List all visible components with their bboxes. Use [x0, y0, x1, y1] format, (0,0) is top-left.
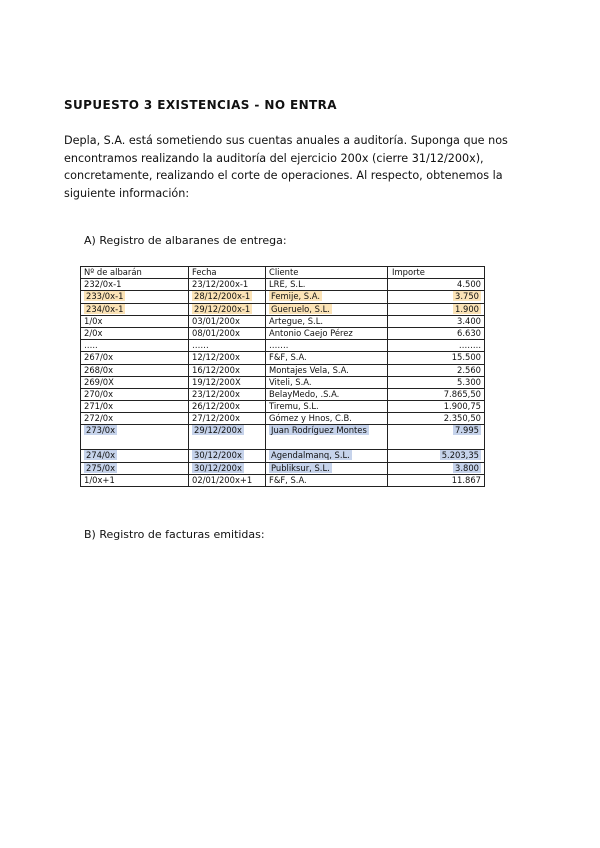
cell-albaran: [81, 327, 189, 339]
cell-fecha-text: 30/12/200x: [194, 450, 242, 461]
cell-albaran: [81, 279, 189, 291]
cell-fecha: [189, 474, 266, 486]
cell-importe: [388, 340, 485, 352]
cell-cliente: [266, 425, 388, 450]
cell-albaran-text: 267/0x: [84, 352, 114, 363]
cell-albaran: [81, 388, 189, 400]
cell-cliente-text: Gueruelo, S.L.: [271, 303, 330, 314]
cell-importe-text: 5.300: [457, 376, 481, 387]
table-row: [81, 388, 485, 400]
cell-cliente: [266, 462, 388, 474]
cell-albaran: [81, 291, 189, 303]
cell-cliente: [266, 413, 388, 425]
cell-cliente: [266, 352, 388, 364]
cell-fecha: [189, 315, 266, 327]
table-row: [81, 279, 485, 291]
cell-fecha: [189, 462, 266, 474]
cell-importe: [388, 327, 485, 339]
cell-fecha: [189, 291, 266, 303]
cell-albaran-text: 1/0x+1: [84, 474, 115, 485]
cell-importe-text: 5.203,35: [441, 450, 479, 461]
cell-albaran: [81, 340, 189, 352]
cell-albaran: [81, 425, 189, 450]
cell-importe-text: ……..: [458, 340, 481, 351]
cell-fecha-text: 27/12/200x: [192, 413, 240, 424]
cell-importe-text: 2.560: [457, 364, 481, 375]
section-a-heading: A) Registro de albaranes de entrega:: [84, 234, 287, 247]
cell-fecha: [189, 401, 266, 413]
cell-cliente: [266, 315, 388, 327]
table-row: [81, 376, 485, 388]
table-row: [81, 364, 485, 376]
table-row: [81, 315, 485, 327]
page-title: SUPUESTO 3 EXISTENCIAS - NO ENTRA: [64, 98, 337, 112]
cell-fecha: [189, 376, 266, 388]
cell-albaran-text: …..: [84, 340, 98, 351]
cell-importe-text: 7.995: [455, 425, 479, 436]
cell-cliente-text: F&F, S.A.: [269, 352, 307, 363]
cell-fecha-text: 12/12/200x: [192, 352, 240, 363]
cell-albaran-text: 273/0x: [86, 425, 116, 436]
cell-fecha-text: 23/12/200x-1: [192, 279, 249, 290]
cell-importe: [388, 279, 485, 291]
cell-cliente: [266, 279, 388, 291]
table-row: [81, 401, 485, 413]
cell-fecha: [189, 352, 266, 364]
cell-importe: [388, 376, 485, 388]
cell-fecha-text: 28/12/200x-1: [194, 291, 251, 302]
cell-fecha-text: 16/12/200x: [192, 364, 240, 375]
cell-albaran: [81, 413, 189, 425]
cell-fecha-text: 29/12/200x: [194, 425, 242, 436]
cell-importe: [388, 388, 485, 400]
cell-importe-text: 3.800: [455, 462, 479, 473]
cell-fecha-text: 26/12/200x: [192, 401, 240, 412]
cell-albaran: [81, 315, 189, 327]
cell-fecha: [189, 327, 266, 339]
cell-albaran: [81, 303, 189, 315]
table-row: [81, 413, 485, 425]
cell-albaran: [81, 462, 189, 474]
cell-cliente: [266, 388, 388, 400]
cell-cliente-text: Montajes Vela, S.A.: [269, 364, 349, 375]
cell-importe-text: 3.400: [457, 315, 481, 326]
cell-albaran: [81, 450, 189, 462]
delivery-notes-table: [80, 266, 485, 487]
cell-cliente: [266, 291, 388, 303]
cell-albaran-text: 234/0x-1: [86, 303, 124, 314]
cell-importe: [388, 413, 485, 425]
cell-fecha-text: 02/01/200x+1: [192, 474, 253, 485]
cell-cliente-text: Artegue, S.L.: [269, 315, 324, 326]
cell-cliente: [266, 364, 388, 376]
cell-albaran-text: 275/0x: [86, 462, 116, 473]
cell-importe-text: 11.867: [451, 474, 481, 485]
table-row: [81, 340, 485, 352]
cell-cliente: [266, 327, 388, 339]
cell-cliente: [266, 376, 388, 388]
table-row: [81, 425, 485, 450]
cell-fecha-text: 29/12/200x-1: [194, 303, 251, 314]
cell-fecha-text: 03/01/200x: [192, 315, 240, 326]
section-b-heading: B) Registro de facturas emitidas:: [84, 528, 265, 541]
header-cliente: Cliente: [266, 267, 388, 279]
cell-importe: [388, 315, 485, 327]
cell-albaran-text: 2/0x: [84, 327, 103, 338]
cell-importe: [388, 291, 485, 303]
intro-paragraph: Depla, S.A. está sometiendo sus cuentas anuales a auditoría. Suponga que nos encontramos realizando la auditoría del ejercicio 200x (cierre 31/12/200x), concretamente, realizando el corte de operaciones. Al respecto, obtenemos la siguiente información:: [64, 134, 508, 200]
cell-cliente-text: Gómez y Hnos, C.B.: [269, 413, 352, 424]
cell-importe-text: 1.900,75: [443, 401, 481, 412]
cell-importe-text: 4.500: [457, 279, 481, 290]
cell-cliente-text: Antonio Caejo Pérez: [269, 327, 353, 338]
cell-cliente: [266, 401, 388, 413]
cell-cliente: [266, 450, 388, 462]
cell-fecha-text: 30/12/200x: [194, 462, 242, 473]
cell-fecha: [189, 388, 266, 400]
cell-fecha: [189, 425, 266, 450]
cell-importe: [388, 425, 485, 450]
cell-cliente-text: Agendalmanq, S.L.: [271, 450, 350, 461]
cell-fecha-text: 08/01/200x: [192, 327, 240, 338]
cell-albaran-text: 271/0x: [84, 401, 114, 412]
cell-importe: [388, 352, 485, 364]
table-row: [81, 303, 485, 315]
cell-fecha-text: ……: [192, 340, 209, 351]
cell-cliente-text: LRE, S.L.: [269, 279, 306, 290]
header-albaran: Nº de albarán: [81, 267, 189, 279]
cell-cliente-text: Juan Rodríguez Montes: [271, 425, 367, 436]
cell-importe-text: 6.630: [457, 327, 481, 338]
cell-fecha-text: 23/12/200x: [192, 388, 240, 399]
cell-importe: [388, 364, 485, 376]
cell-albaran: [81, 401, 189, 413]
cell-albaran-text: 1/0x: [84, 315, 103, 326]
cell-importe: [388, 303, 485, 315]
cell-cliente: [266, 474, 388, 486]
cell-albaran-text: 274/0x: [86, 450, 116, 461]
cell-albaran-text: 270/0x: [84, 388, 114, 399]
cell-importe: [388, 450, 485, 462]
cell-importe: [388, 462, 485, 474]
cell-albaran-text: 268/0x: [84, 364, 114, 375]
cell-fecha: [189, 279, 266, 291]
cell-albaran: [81, 352, 189, 364]
cell-albaran-text: 269/0X: [84, 376, 114, 387]
cell-cliente-text: Publiksur, S.L.: [271, 462, 330, 473]
cell-cliente-text: F&F, S.A.: [269, 474, 307, 485]
cell-fecha: [189, 450, 266, 462]
cell-cliente: [266, 340, 388, 352]
cell-albaran-text: 272/0x: [84, 413, 114, 424]
cell-cliente-text: Tiremu, S.L.: [269, 401, 319, 412]
cell-fecha: [189, 413, 266, 425]
cell-importe: [388, 474, 485, 486]
cell-cliente-text: BelayMedo, .S.A.: [269, 388, 340, 399]
cell-fecha: [189, 303, 266, 315]
cell-albaran: [81, 376, 189, 388]
cell-cliente-text: Viteli, S.A.: [269, 376, 312, 387]
cell-cliente: [266, 303, 388, 315]
header-fecha: Fecha: [189, 267, 266, 279]
cell-importe-text: 15.500: [451, 352, 481, 363]
cell-albaran: [81, 364, 189, 376]
table-row: [81, 474, 485, 486]
cell-albaran-text: 232/0x-1: [84, 279, 122, 290]
table-header-row: [81, 267, 485, 279]
table-row: [81, 327, 485, 339]
cell-importe-text: 1.900: [455, 303, 479, 314]
cell-importe-text: 2.350,50: [443, 413, 481, 424]
table-row: [81, 450, 485, 462]
cell-cliente-text: …….: [269, 340, 289, 351]
header-importe: Importe: [388, 267, 485, 279]
cell-importe: [388, 401, 485, 413]
cell-cliente-text: Femije, S.A.: [271, 291, 321, 302]
cell-fecha-text: 19/12/200X: [192, 376, 241, 387]
cell-albaran-text: 233/0x-1: [86, 291, 124, 302]
table-row: [81, 462, 485, 474]
cell-albaran: [81, 474, 189, 486]
cell-fecha: [189, 340, 266, 352]
cell-fecha: [189, 364, 266, 376]
cell-importe-text: 3.750: [455, 291, 479, 302]
cell-importe-text: 7.865,50: [443, 388, 481, 399]
table-row: [81, 352, 485, 364]
table-row: [81, 291, 485, 303]
